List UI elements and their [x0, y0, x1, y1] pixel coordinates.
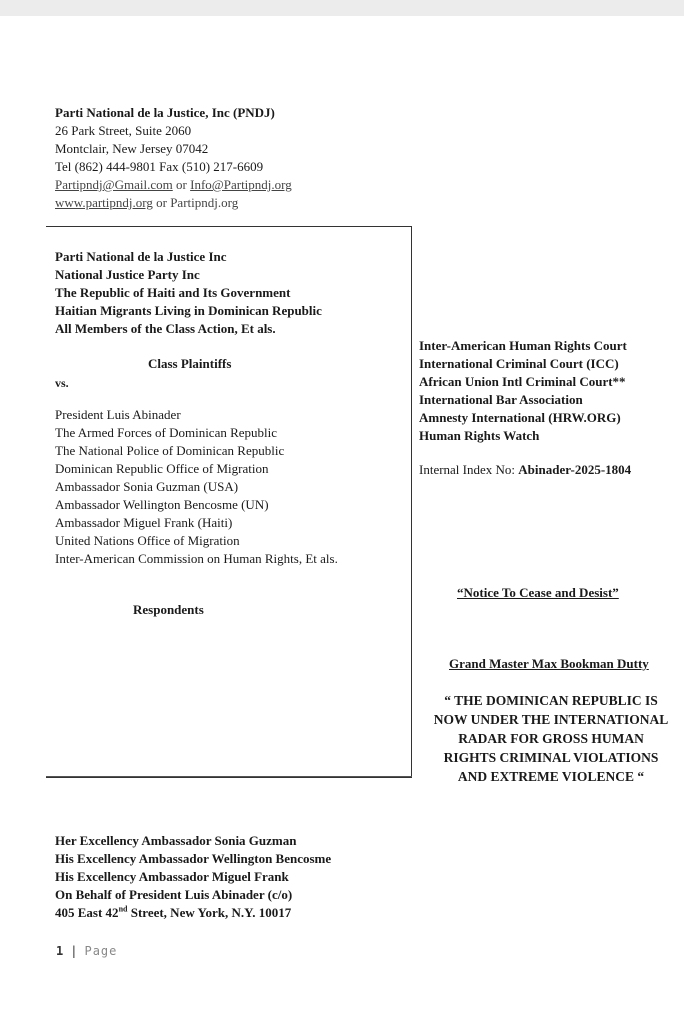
- respondent-line: United Nations Office of Migration: [55, 533, 240, 548]
- page-label: Page: [84, 944, 118, 958]
- quote-line: RIGHTS CRIMINAL VIOLATIONS: [443, 750, 659, 765]
- address-suffix: Street, New York, N.Y. 10017: [127, 905, 292, 920]
- caption-box-bottom-rule: [46, 776, 412, 777]
- email-link-gmail[interactable]: Partipndj@Gmail.com: [55, 177, 173, 192]
- plaintiff-line: National Justice Party Inc: [55, 267, 200, 282]
- recipient-line: Her Excellency Ambassador Sonia Guzman: [55, 833, 297, 848]
- sender-name: Parti National de la Justice, Inc (PNDJ): [55, 105, 275, 120]
- court-line: International Bar Association: [419, 392, 583, 407]
- quote-line: “ THE DOMINICAN REPUBLIC IS: [444, 693, 658, 708]
- respondent-line: Ambassador Miguel Frank (Haiti): [55, 515, 233, 530]
- class-plaintiffs-label: Class Plaintiffs: [148, 356, 232, 371]
- quote-line: NOW UNDER THE INTERNATIONAL: [433, 712, 669, 727]
- plaintiff-line: Parti National de la Justice Inc: [55, 249, 227, 264]
- court-line: Human Rights Watch: [419, 428, 540, 443]
- recipient-line: His Excellency Ambassador Miguel Frank: [55, 869, 289, 884]
- recipient-line: On Behalf of President Luis Abinader (c/o): [55, 887, 293, 902]
- respondent-line: Dominican Republic Office of Migration: [55, 461, 269, 476]
- respondent-line: The Armed Forces of Dominican Republic: [55, 425, 278, 440]
- recipient-line: His Excellency Ambassador Wellington Bencosme: [55, 851, 332, 866]
- versus-label: vs.: [55, 376, 69, 390]
- page-footer: [56, 944, 117, 958]
- court-line: International Criminal Court (ICC): [419, 356, 619, 371]
- respondent-line: Inter-American Commission on Human Rights, Et als.: [55, 551, 338, 566]
- author-name: Grand Master Max Bookman Dutty: [449, 656, 649, 671]
- internal-index-value: Abinader-2025-1804: [518, 462, 632, 477]
- respondents-label: Respondents: [133, 602, 204, 617]
- court-line: Inter-American Human Rights Court: [419, 338, 627, 353]
- website-link[interactable]: www.partipndj.org: [55, 195, 153, 210]
- respondent-line: Ambassador Wellington Bencosme (UN): [55, 497, 269, 512]
- court-line: Amnesty International (HRW.ORG): [419, 410, 621, 425]
- email-or-text: or: [176, 177, 187, 192]
- notice-title: “Notice To Cease and Desist”: [457, 585, 619, 600]
- respondent-line: Ambassador Sonia Guzman (USA): [55, 479, 239, 494]
- sender-websites: [55, 194, 238, 212]
- recipient-address: [55, 904, 291, 922]
- page-number: 1: [56, 944, 64, 958]
- sender-address-line-1: 26 Park Street, Suite 2060: [55, 123, 192, 138]
- sender-phone: Tel (862) 444-9801 Fax (510) 217-6609: [55, 159, 264, 174]
- plaintiff-line: Haitian Migrants Living in Dominican Republic: [55, 303, 322, 318]
- notice-quote: [418, 691, 684, 786]
- quote-line: AND EXTREME VIOLENCE “: [457, 769, 645, 784]
- footer-separator: |: [70, 944, 78, 958]
- top-bar: [0, 0, 684, 16]
- website-alt-text: or Partipndj.org: [156, 195, 239, 210]
- email-link-info[interactable]: Info@Partipndj.org: [190, 177, 292, 192]
- sender-emails: [55, 176, 292, 194]
- internal-index-label: Internal Index No:: [419, 462, 516, 477]
- internal-index: [419, 461, 631, 479]
- plaintiff-line: The Republic of Haiti and Its Government: [55, 285, 291, 300]
- respondent-line: The National Police of Dominican Republic: [55, 443, 285, 458]
- plaintiff-line: All Members of the Class Action, Et als.: [55, 321, 276, 336]
- sender-address-line-2: Montclair, New Jersey 07042: [55, 141, 209, 156]
- respondent-line: President Luis Abinader: [55, 407, 181, 422]
- address-prefix: 405 East 42: [55, 905, 119, 920]
- quote-line: RADAR FOR GROSS HUMAN: [458, 731, 644, 746]
- court-line: African Union Intl Criminal Court**: [419, 374, 626, 389]
- address-ordinal-suffix: nd: [118, 904, 128, 914]
